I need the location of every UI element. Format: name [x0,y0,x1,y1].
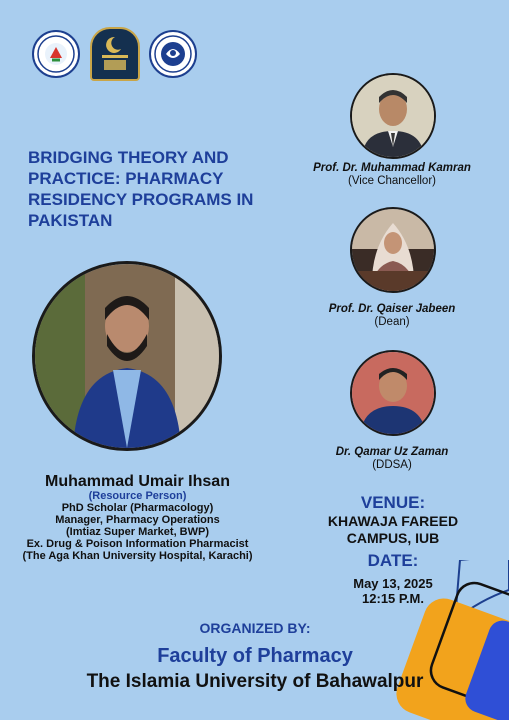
person-silhouette-icon [35,264,219,448]
credential-line: Ex. Drug & Poison Information Pharmacist [26,538,249,550]
speaker-3-name: Dr. Qamar Uz Zaman [335,446,449,458]
speaker-portrait-2 [350,207,436,293]
speaker-portrait-3 [350,350,436,436]
resource-person-credentials [5,502,270,562]
speaker-2-role: (Dean) [374,316,410,328]
venue-heading: VENUE: [360,493,426,512]
university-crest-icon [92,29,138,79]
credential-line: PhD Scholar (Pharmacology) [61,502,214,514]
credential-line: (The Aga Khan University Hospital, Karachi) [22,550,253,562]
venue-line-2: CAMPUS, IUB [346,530,440,546]
venue-line-1: KHAWAJA FAREED [327,513,459,529]
decorative-corner-shapes [380,560,509,720]
speaker-portrait-1 [350,73,436,159]
event-time: 12:15 P.M. [362,591,424,606]
organizer-university: The Islamia University of Bahawalpur [86,671,424,692]
resource-person-portrait [32,261,222,451]
speaker-3-role: (DDSA) [372,459,412,471]
speaker-1-role: (Vice Chancellor) [348,175,436,187]
society-emblem-icon [151,32,195,76]
resource-person-label: (Resource Person) [88,490,187,502]
person-silhouette-icon [352,209,434,291]
event-date: May 13, 2025 [353,576,433,591]
organizer-faculty: Faculty of Pharmacy [157,645,353,667]
organized-by-heading: ORGANIZED BY: [199,620,311,636]
credential-line: Manager, Pharmacy Operations [55,514,220,526]
resource-person-name: Muhammad Umair Ihsan [45,473,230,490]
pharmacy-emblem-icon [34,32,78,76]
person-silhouette-icon [352,75,434,157]
faculty-of-pharmacy-logo [32,30,80,78]
date-heading: DATE: [367,551,419,570]
pharmacy-society-logo [149,30,197,78]
islamia-university-crest-logo [90,27,140,81]
speaker-2-name: Prof. Dr. Qaiser Jabeen [328,303,456,315]
credential-line: (Imtiaz Super Market, BWP) [65,526,210,538]
person-silhouette-icon [352,352,434,434]
event-title: BRIDGING THEORY AND PRACTICE: PHARMACY RESIDENCY PROGRAMS IN PAKISTAN [28,148,254,230]
speaker-1-name: Prof. Dr. Muhammad Kamran [313,162,471,174]
